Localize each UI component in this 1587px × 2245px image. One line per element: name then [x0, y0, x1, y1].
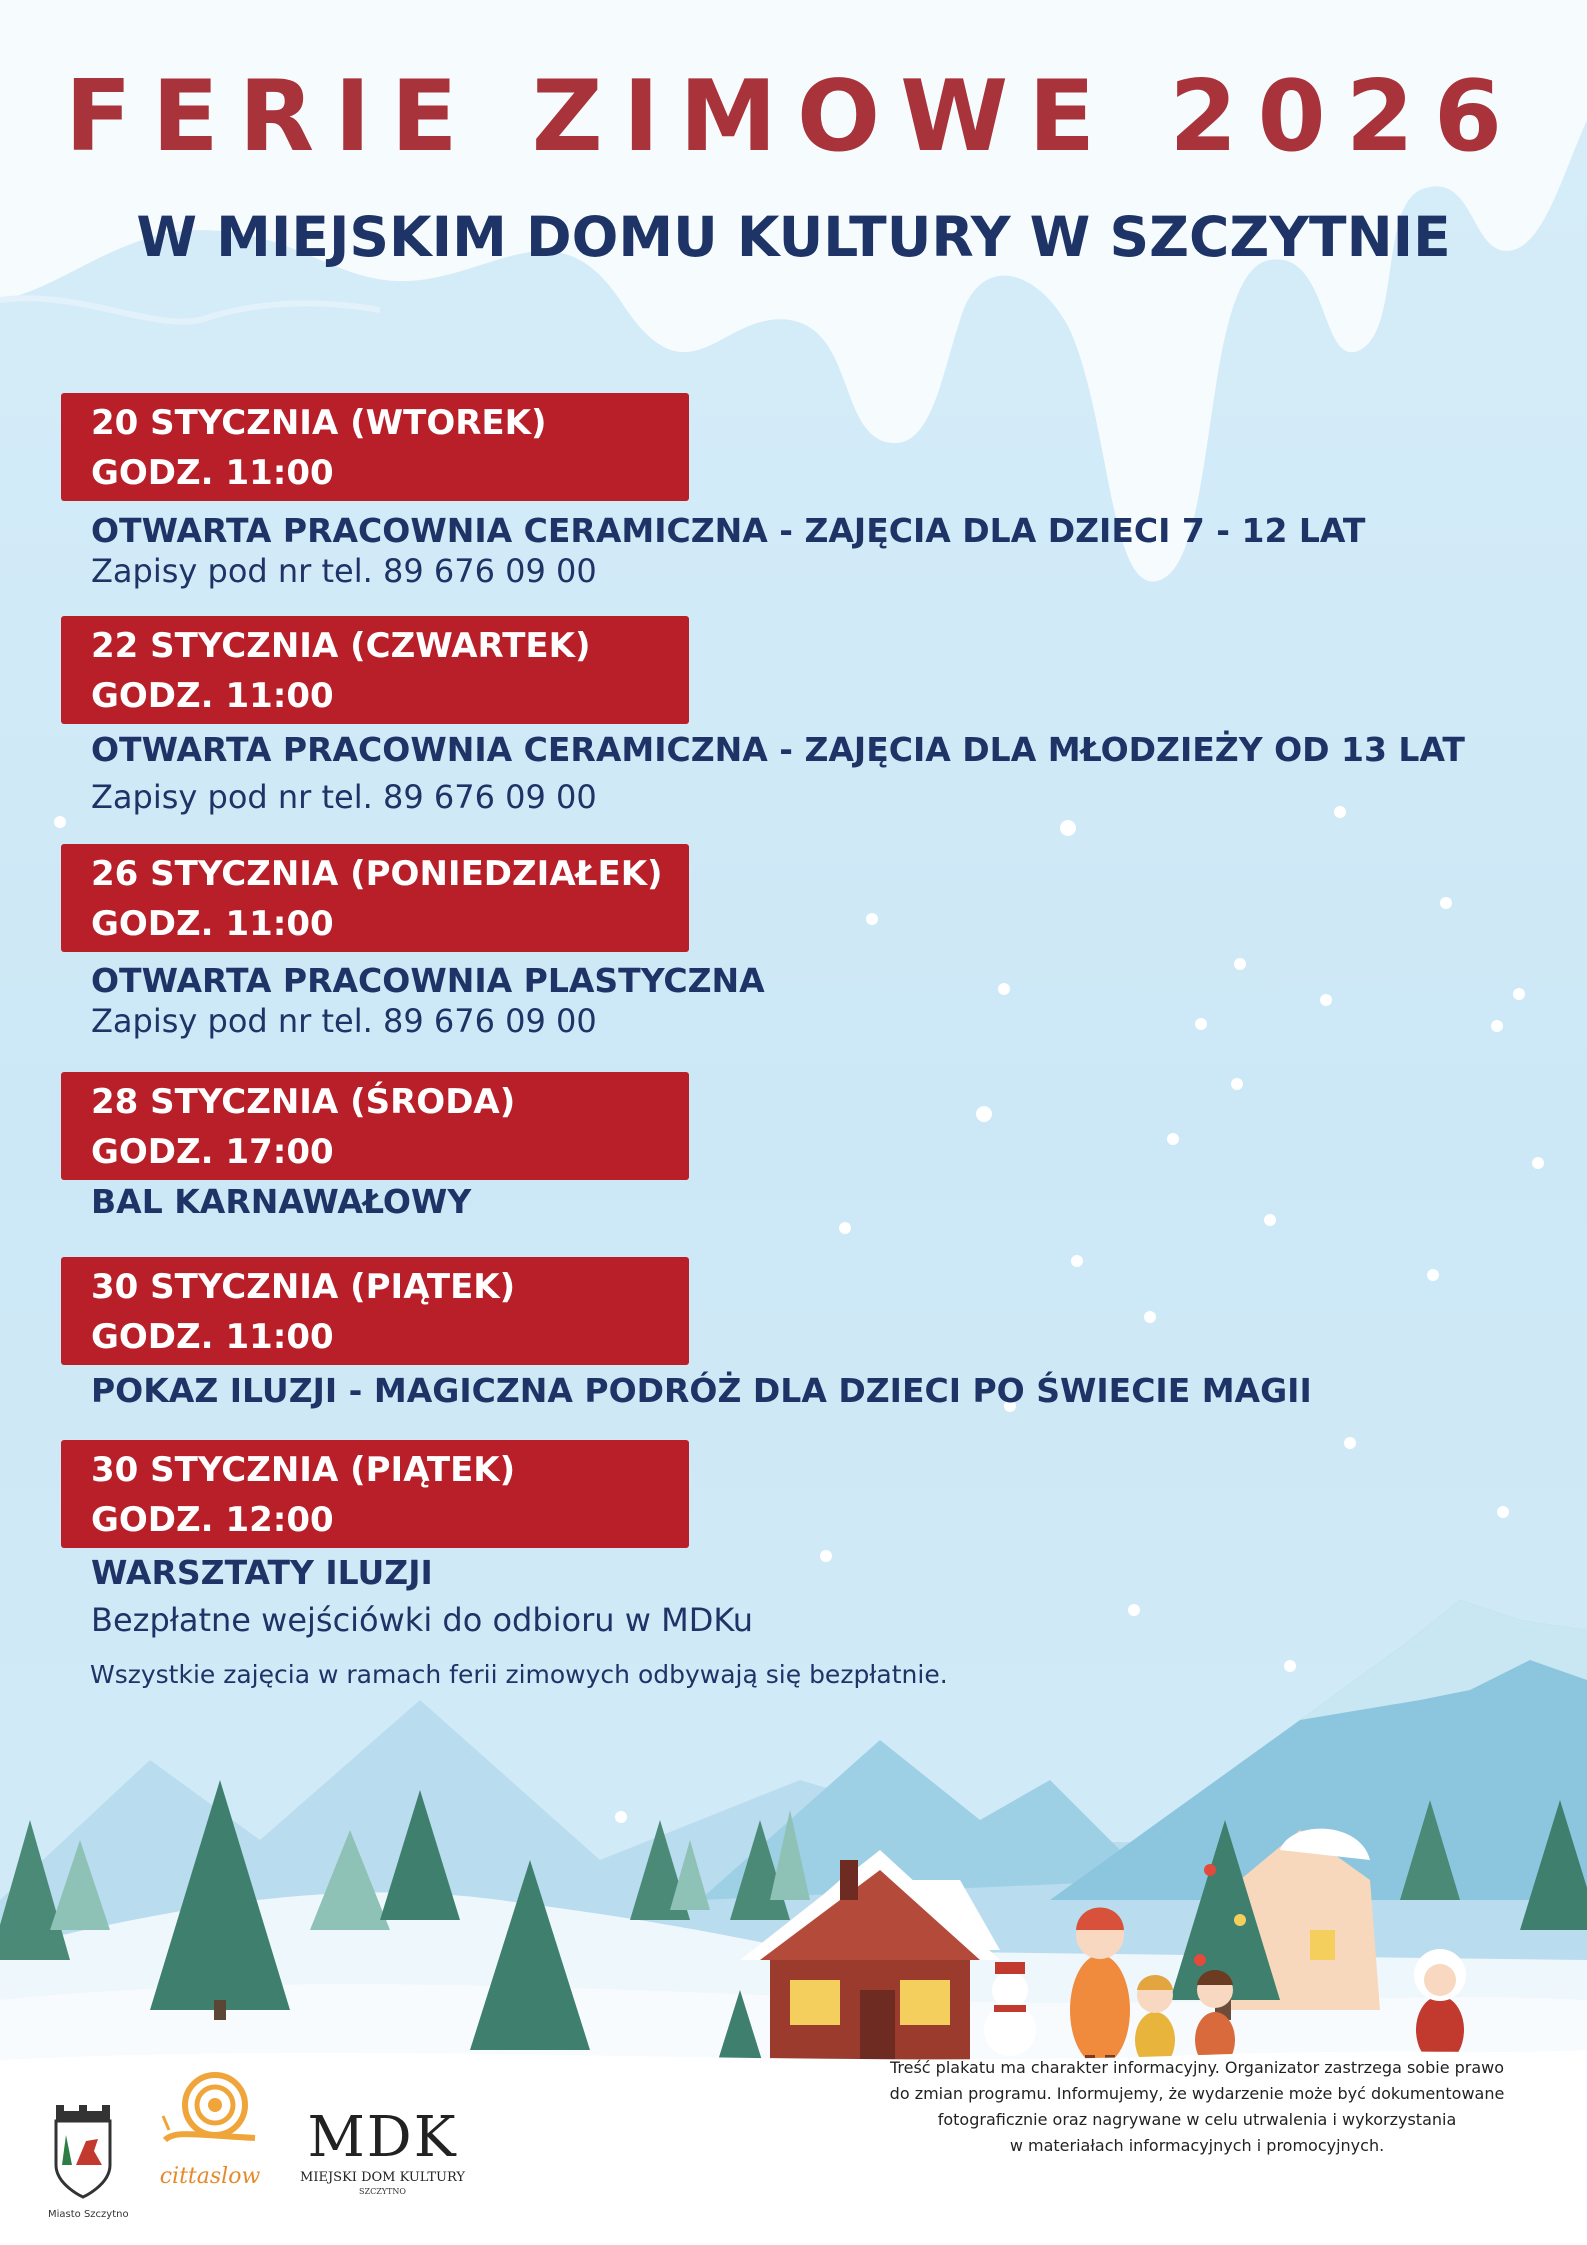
event-time: GODZ. 17:00	[91, 1132, 334, 1172]
event-title: OTWARTA PRACOWNIA PLASTYCZNA	[91, 961, 765, 1000]
event-date: 28 STYCZNIA (ŚRODA)	[91, 1082, 516, 1122]
event-date-box	[61, 1072, 689, 1180]
event-date-box	[61, 844, 689, 952]
event-date: 30 STYCZNIA (PIĄTEK)	[91, 1450, 516, 1490]
event-time: GODZ. 11:00	[91, 1317, 334, 1357]
event-title: OTWARTA PRACOWNIA CERAMICZNA - ZAJĘCIA DLA DZIECI 7 - 12 LAT	[91, 511, 1366, 550]
cittaslow-label: cittaslow	[159, 2164, 261, 2189]
free-events-note: Wszystkie zajęcia w ramach ferii zimowych odbywają się bezpłatnie.	[90, 1660, 948, 1689]
snail-icon	[155, 2060, 265, 2160]
disclaimer-line: w materiałach informacyjnych i promocyjnych.	[1009, 2136, 1385, 2155]
event-time: GODZ. 12:00	[91, 1500, 334, 1540]
disclaimer-line: do zmian programu. Informujemy, że wydarzenie może być dokumentowane	[889, 2084, 1505, 2103]
event-date: 26 STYCZNIA (PONIEDZIAŁEK)	[91, 854, 663, 894]
event-date: 20 STYCZNIA (WTOREK)	[91, 403, 547, 443]
event-note: Zapisy pod nr tel. 89 676 09 00	[91, 552, 597, 590]
disclaimer-line: fotograficznie oraz nagrywane w celu utrwalenia i wykorzystania	[937, 2110, 1457, 2129]
city-logo	[48, 2105, 128, 2220]
event-note: Zapisy pod nr tel. 89 676 09 00	[91, 778, 597, 816]
mdk-sub: MIEJSKI DOM KULTURY	[300, 2170, 465, 2185]
page-title: FERIE ZIMOWE 2026	[64, 60, 1523, 174]
mdk-logo	[295, 2105, 470, 2196]
city-caption: Miasto Szczytno	[48, 2209, 129, 2220]
event-time: GODZ. 11:00	[91, 453, 334, 493]
disclaimer	[857, 2055, 1537, 2159]
disclaimer-line: Treść plakatu ma charakter informacyjny. Organizator zastrzega sobie prawo	[889, 2058, 1505, 2077]
mdk-city: SZCZYTNO	[359, 2187, 406, 2196]
event-note: Bezpłatne wejściówki do odbioru w MDKu	[91, 1601, 753, 1639]
event-date: 22 STYCZNIA (CZWARTEK)	[91, 626, 591, 666]
event-title: POKAZ ILUZJI - MAGICZNA PODRÓŻ DLA DZIECI PO ŚWIECIE MAGII	[91, 1371, 1312, 1410]
event-date-box	[61, 393, 689, 501]
event-time: GODZ. 11:00	[91, 676, 334, 716]
event-title: OTWARTA PRACOWNIA CERAMICZNA - ZAJĘCIA DLA MŁODZIEŻY OD 13 LAT	[91, 730, 1465, 769]
event-title: BAL KARNAWAŁOWY	[91, 1182, 472, 1221]
mdk-main: MDK	[307, 2105, 458, 2170]
event-date-box	[61, 1257, 689, 1365]
event-date: 30 STYCZNIA (PIĄTEK)	[91, 1267, 516, 1307]
event-note: Zapisy pod nr tel. 89 676 09 00	[91, 1002, 597, 1040]
cittaslow-logo	[155, 2060, 265, 2190]
event-title: WARSZTATY ILUZJI	[91, 1553, 433, 1592]
event-date-box	[61, 616, 689, 724]
page-subtitle: W MIEJSKIM DOMU KULTURY W SZCZYTNIE	[136, 205, 1451, 269]
event-date-box	[61, 1440, 689, 1548]
city-crest-icon	[48, 2105, 118, 2205]
event-time: GODZ. 11:00	[91, 904, 334, 944]
